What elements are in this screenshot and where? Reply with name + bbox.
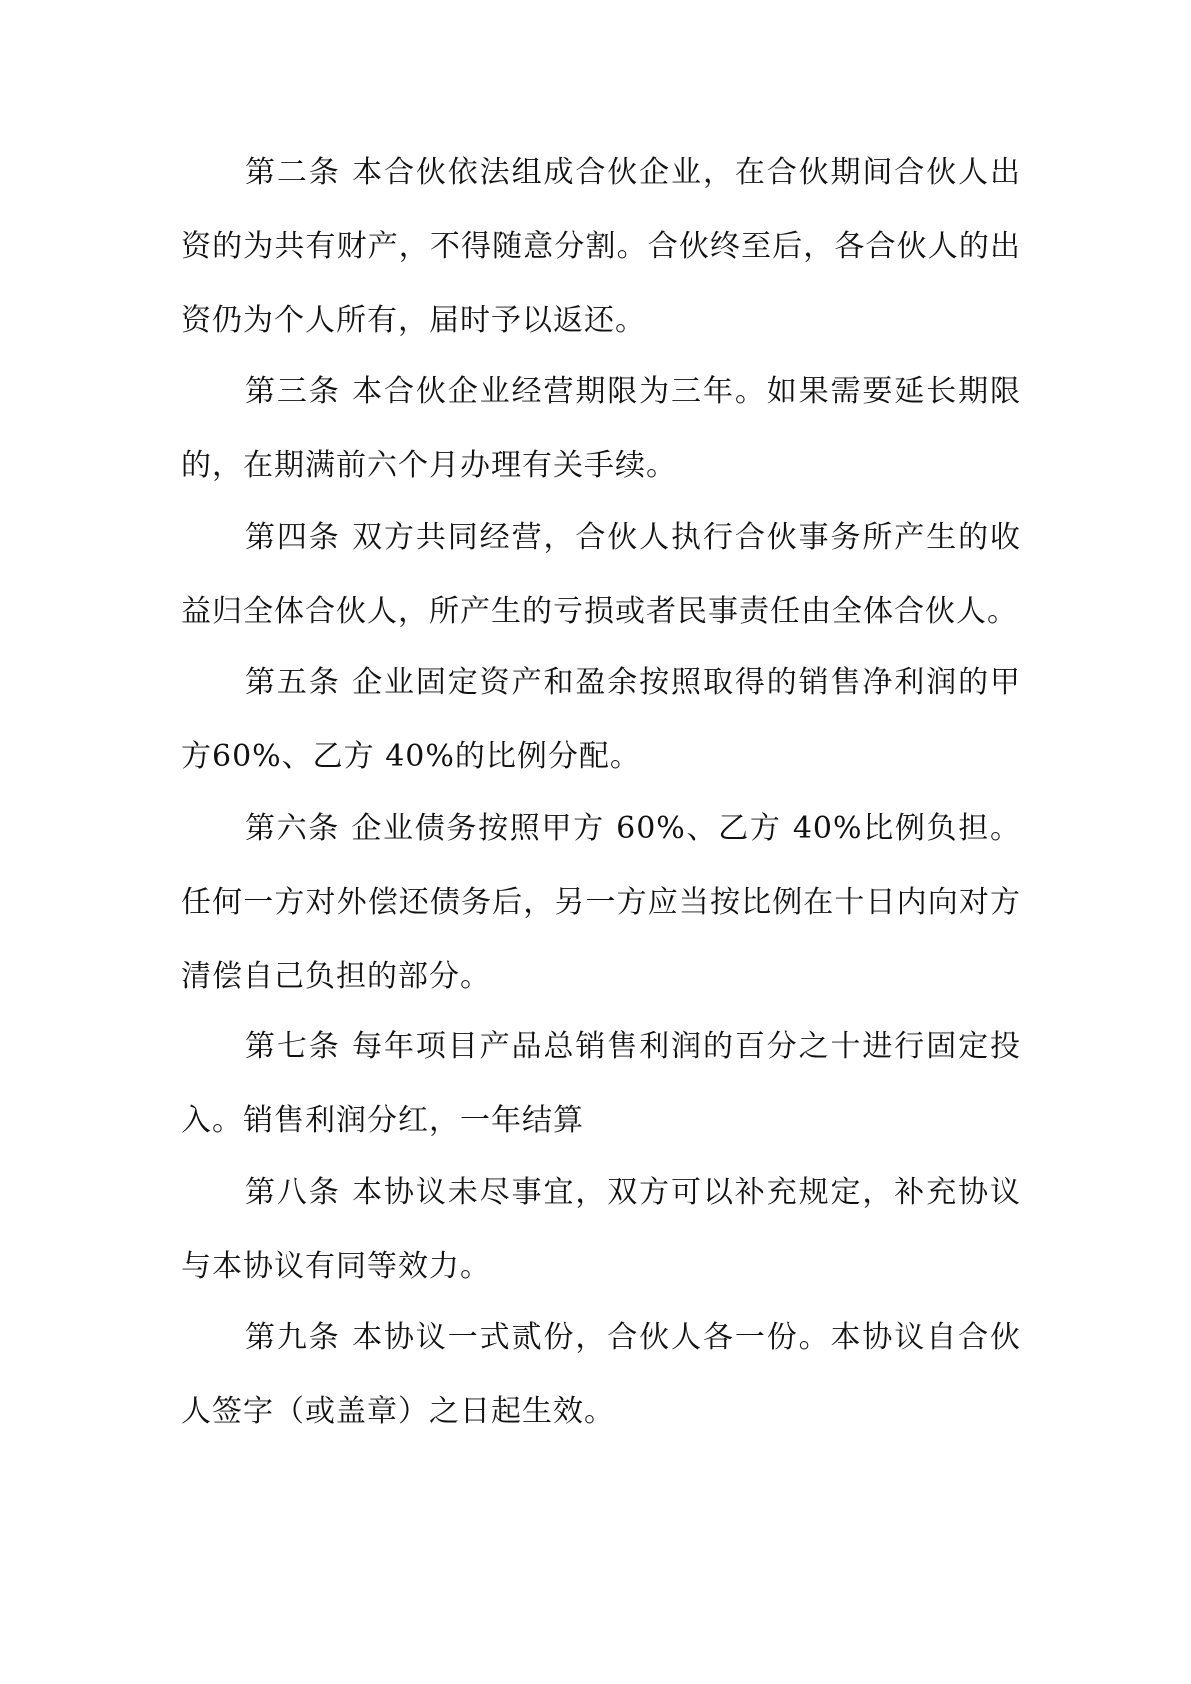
- clause-9-paragraph: 第九条 本协议一式贰份，合伙人各一份。本协议自合伙人签字（或盖章）之日起生效。: [181, 1320, 1021, 1429]
- clause-7-paragraph: 第七条 每年项目产品总销售利润的百分之十进行固定投入。销售利润分红，一年结算: [181, 1029, 1021, 1138]
- clause-3-paragraph: 第三条 本合伙企业经营期限为三年。如果需要延长期限的，在期满前六个月办理有关手续。: [181, 374, 1021, 483]
- clause-5-paragraph: 第五条 企业固定资产和盈余按照取得的销售净利润的甲方60%、乙方 40%的比例分配。: [181, 665, 1021, 774]
- clause-6-paragraph: 第六条 企业债务按照甲方 60%、乙方 40%比例负担。任何一方对外偿还债务后，另一方应当按比例在十日内向对方清偿自己负担的部分。: [181, 811, 1021, 994]
- clause-2-paragraph: 第二条 本合伙依法组成合伙企业，在合伙期间合伙人出资的为共有财产，不得随意分割。合伙终至后，各合伙人的出资仍为个人所有，届时予以返还。: [181, 155, 1021, 338]
- clause-8-paragraph: 第八条 本协议未尽事宜，双方可以补充规定，补充协议与本协议有同等效力。: [181, 1175, 1021, 1284]
- clause-4-paragraph: 第四条 双方共同经营，合伙人执行合伙事务所产生的收益归全体合伙人，所产生的亏损或者民事责任由全体合伙人。: [181, 520, 1021, 629]
